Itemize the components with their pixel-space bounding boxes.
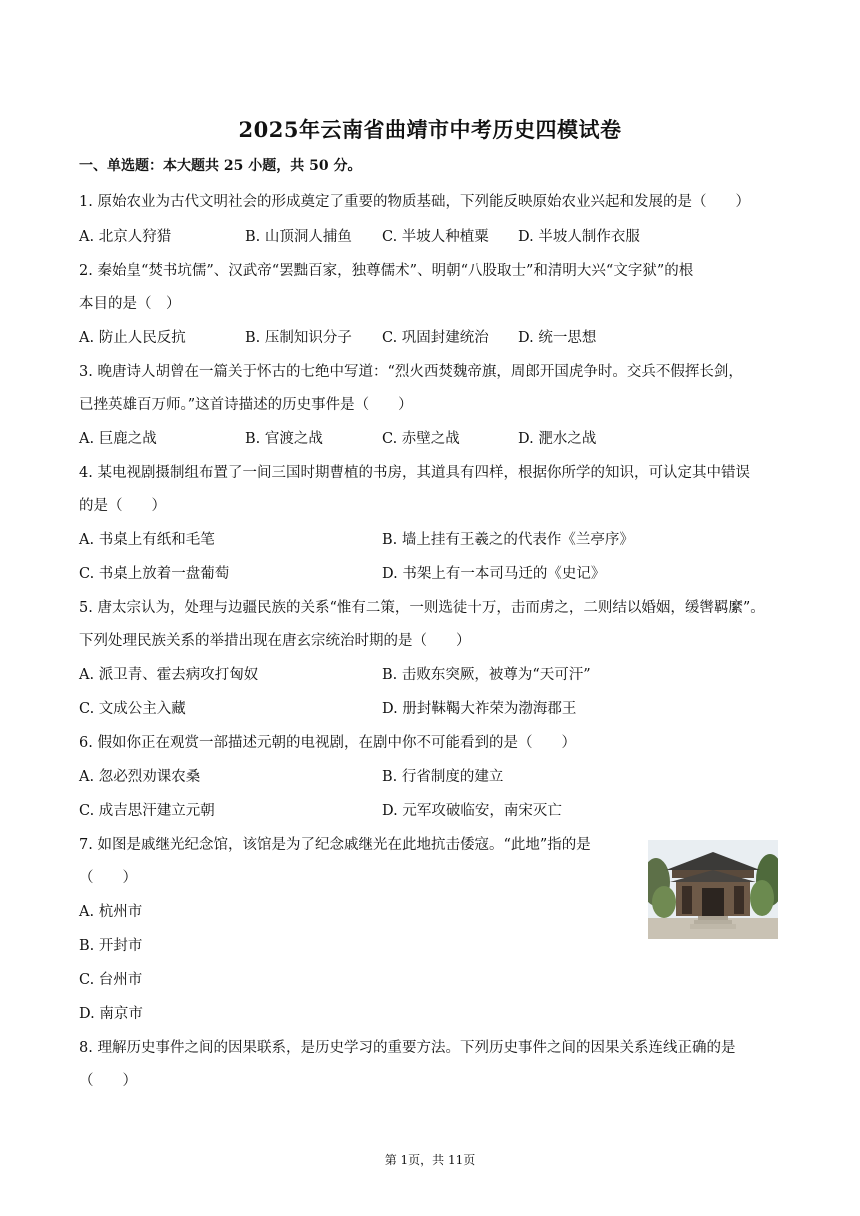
memorial-hall-photo	[648, 840, 778, 939]
q4-option-a: A. 书桌上有纸和毛笔	[79, 532, 215, 548]
q7-option-d: D. 南京市	[79, 1006, 143, 1022]
q2-option-b: B. 压制知识分子	[245, 330, 352, 346]
q1-option-a: A. 北京人狩猎	[79, 229, 172, 245]
q5-option-c: C. 文成公主入藏	[79, 701, 186, 717]
q7-option-b: B. 开封市	[79, 938, 143, 954]
q5-option-b: B. 击败东突厥，被尊为“天可汗”	[382, 667, 591, 683]
q4-option-b: B. 墙上挂有王羲之的代表作《兰亭序》	[382, 532, 634, 548]
q4-option-d: D. 书架上有一本司马迁的《史记》	[382, 566, 606, 582]
question-3-text: 3. 晚唐诗人胡曾在一篇关于怀古的七绝中写道：“烈火西焚魏帝旗，周郎开国虎争时。交兵不假挥长剑，	[79, 364, 743, 380]
q2-option-a: A. 防止人民反抗	[79, 330, 186, 346]
q6-option-a: A. 忽必烈劝课农桑	[79, 769, 201, 785]
q1-option-c: C. 半坡人种植粟	[382, 229, 489, 245]
q7-option-a: A. 杭州市	[79, 904, 143, 920]
question-5-text-cont: 下列处理民族关系的举措出现在唐玄宗统治时期的是（ ）	[79, 633, 471, 649]
q6-option-b: B. 行省制度的建立	[382, 769, 504, 785]
q2-option-d: D. 统一思想	[518, 330, 597, 346]
q3-option-b: B. 官渡之战	[245, 431, 323, 447]
q5-option-d: D. 册封靺鞨大祚荣为渤海郡王	[382, 701, 577, 717]
question-2-text: 2. 秦始皇“焚书坑儒”、汉武帝“罢黜百家，独尊儒术”、明朝“八股取士”和清明大兴“文字狱”的根	[79, 263, 694, 279]
question-8-text-cont: （ ）	[79, 1073, 137, 1089]
question-6-text: 6. 假如你正在观赏一部描述元朝的电视剧，在剧中你不可能看到的是（ ）	[79, 735, 576, 751]
question-2-text-cont: 本目的是（ ）	[79, 296, 181, 312]
q6-option-c: C. 成吉思汗建立元朝	[79, 803, 215, 819]
question-4-text-cont: 的是（ ）	[79, 498, 166, 514]
q6-option-d: D. 元军攻破临安，南宋灭亡	[382, 803, 562, 819]
q4-option-c: C. 书桌上放着一盘葡萄	[79, 566, 230, 582]
q3-option-c: C. 赤壁之战	[382, 431, 460, 447]
q1-option-b: B. 山顶洞人捕鱼	[245, 229, 352, 245]
q3-option-d: D. 淝水之战	[518, 431, 597, 447]
question-8-text: 8. 理解历史事件之间的因果联系，是历史学习的重要方法。下列历史事件之间的因果关系连线正确的是	[79, 1040, 736, 1056]
q7-option-c: C. 台州市	[79, 972, 143, 988]
page-footer: 第 1页，共 11页	[384, 1153, 476, 1167]
exam-title: 2025年云南省曲靖市中考历史四模试卷	[238, 117, 622, 142]
question-3-text-cont: 已挫英雄百万师。”这首诗描述的历史事件是（ ）	[79, 397, 413, 413]
q1-option-d: D. 半坡人制作衣服	[518, 229, 640, 245]
question-1-text: 1. 原始农业为古代文明社会的形成奠定了重要的物质基础，下列能反映原始农业兴起和发展的是（ ）	[79, 194, 750, 210]
question-7-text-cont: （ ）	[79, 870, 137, 886]
q5-option-a: A. 派卫青、霍去病攻打匈奴	[79, 667, 259, 683]
question-7-text: 7. 如图是戚继光纪念馆，该馆是为了纪念戚继光在此地抗击倭寇。“此地”指的是	[79, 837, 591, 853]
question-5-text: 5. 唐太宗认为，处理与边疆民族的关系“惟有二策，一则选徒十万，击而虏之，二则结以婚姻，缓辔羁縻”。	[79, 600, 765, 616]
question-4-text: 4. 某电视剧摄制组布置了一间三国时期曹植的书房，其道具有四样，根据你所学的知识，可认定其中错误	[79, 465, 750, 481]
q3-option-a: A. 巨鹿之战	[79, 431, 157, 447]
q2-option-c: C. 巩固封建统治	[382, 330, 489, 346]
section-heading: 一、单选题：本大题共 25 小题，共 50 分。	[79, 158, 362, 174]
